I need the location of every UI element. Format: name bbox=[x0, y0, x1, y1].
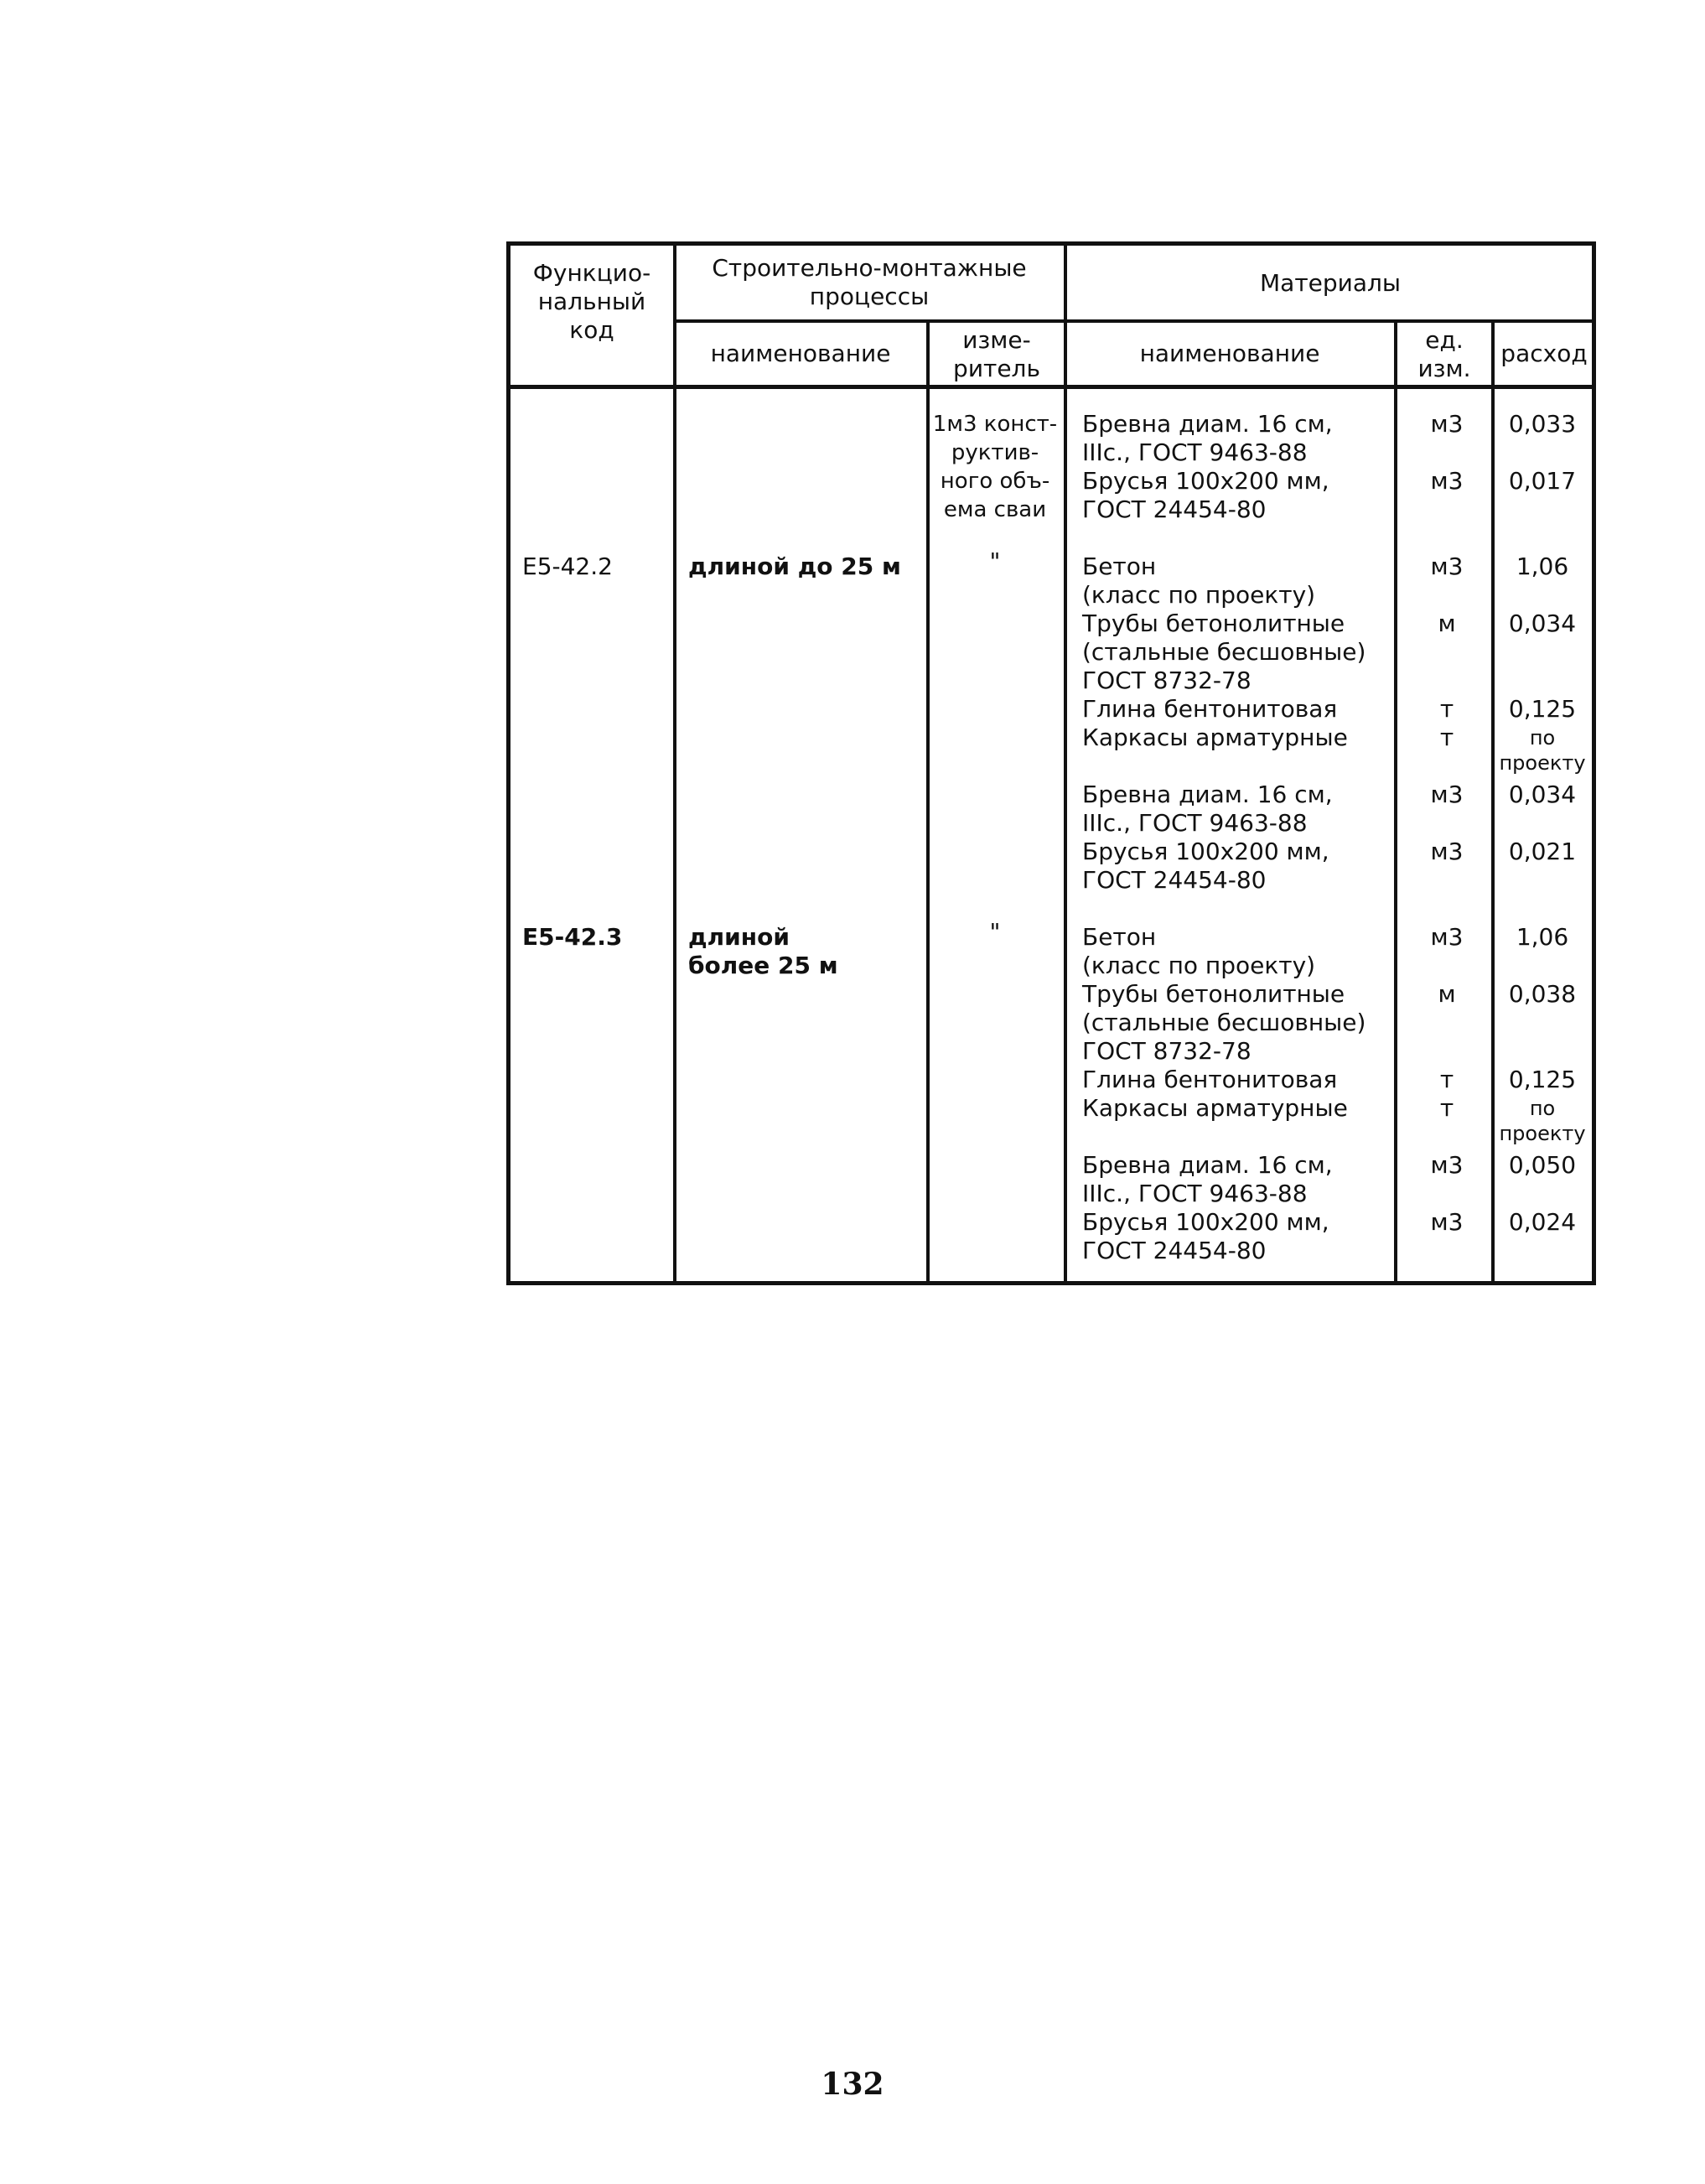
header-process-meter: изме- ритель bbox=[953, 326, 1040, 382]
rate-cell: 0,034 bbox=[1508, 610, 1577, 637]
material-cell: Брусья 100х200 мм, ГОСТ 24454-80 bbox=[1082, 467, 1329, 523]
rate-cell: 0,038 bbox=[1508, 980, 1577, 1008]
rate-cell: 0,033 bbox=[1508, 410, 1577, 438]
code-cell: Е5-42.2 bbox=[522, 552, 613, 580]
unit-cell: м bbox=[1438, 610, 1456, 637]
header-divider-mid bbox=[673, 319, 1595, 323]
rate-cell: 0,017 bbox=[1508, 467, 1577, 495]
materials-table bbox=[506, 241, 1596, 1285]
unit-cell: т bbox=[1439, 724, 1454, 751]
col-divider-meter bbox=[1064, 246, 1067, 1282]
meter-cell: 1м3 конст- руктив- ного объ- ема сваи bbox=[932, 412, 1058, 522]
header-process-name: наименование bbox=[710, 340, 891, 367]
header-unit: ед. изм. bbox=[1417, 326, 1471, 382]
material-cell: Трубы бетонолитные (стальные бесшовные) ГОСТ 8732-78 bbox=[1082, 610, 1366, 694]
material-cell: Брусья 100х200 мм, ГОСТ 24454-80 bbox=[1082, 1208, 1329, 1264]
process-cell: длиной более 25 м bbox=[688, 923, 838, 979]
meter-cell: " bbox=[989, 547, 1001, 575]
material-cell: Каркасы арматурные bbox=[1082, 1094, 1348, 1122]
unit-cell: м3 bbox=[1430, 552, 1464, 580]
unit-cell: т bbox=[1439, 1066, 1454, 1093]
material-cell: Глина бентонитовая bbox=[1082, 1066, 1338, 1093]
rate-cell: по проекту bbox=[1499, 726, 1586, 775]
rate-cell: 1,06 bbox=[1516, 923, 1569, 951]
unit-cell: м3 bbox=[1430, 923, 1464, 951]
rate-cell: 0,125 bbox=[1508, 1066, 1577, 1093]
page-number: 132 bbox=[821, 2067, 884, 2102]
rate-cell: 0,024 bbox=[1508, 1208, 1577, 1236]
material-cell: Бетон (класс по проекту) bbox=[1082, 552, 1316, 609]
col-divider-material bbox=[1394, 321, 1397, 1282]
unit-cell: м3 bbox=[1430, 781, 1464, 808]
unit-cell: м3 bbox=[1430, 1151, 1464, 1179]
material-cell: Трубы бетонолитные (стальные бесшовные) ГОСТ 8732-78 bbox=[1082, 980, 1366, 1065]
meter-cell: " bbox=[989, 918, 1001, 946]
header-materials-group: Материалы bbox=[1260, 269, 1401, 297]
unit-cell: м3 bbox=[1430, 838, 1464, 865]
header-code: Функцио- нальный код bbox=[532, 259, 651, 344]
code-cell: Е5-42.3 bbox=[522, 923, 623, 951]
unit-cell: м3 bbox=[1430, 1208, 1464, 1236]
material-cell: Каркасы арматурные bbox=[1082, 724, 1348, 751]
material-cell: Глина бентонитовая bbox=[1082, 695, 1338, 723]
col-divider-code bbox=[673, 246, 676, 1282]
header-rate: расход bbox=[1500, 340, 1588, 367]
header-process-group: Строительно-монтажные процессы bbox=[712, 254, 1027, 310]
unit-cell: т bbox=[1439, 1094, 1454, 1122]
rate-cell: 1,06 bbox=[1516, 552, 1569, 580]
material-cell: Бетон (класс по проекту) bbox=[1082, 923, 1316, 979]
header-material-name: наименование bbox=[1139, 340, 1320, 367]
unit-cell: м bbox=[1438, 980, 1456, 1008]
material-cell: Бревна диам. 16 см, IIIс., ГОСТ 9463-88 bbox=[1082, 1151, 1333, 1207]
unit-cell: м3 bbox=[1430, 467, 1464, 495]
unit-cell: м3 bbox=[1430, 410, 1464, 438]
process-cell: длиной до 25 м bbox=[688, 552, 901, 580]
unit-cell: т bbox=[1439, 695, 1454, 723]
rate-cell: по проекту bbox=[1499, 1097, 1586, 1145]
rate-cell: 0,125 bbox=[1508, 695, 1577, 723]
material-cell: Бревна диам. 16 см, IIIс., ГОСТ 9463-88 bbox=[1082, 410, 1333, 466]
rate-cell: 0,050 bbox=[1508, 1151, 1577, 1179]
rate-cell: 0,021 bbox=[1508, 838, 1577, 865]
material-cell: Бревна диам. 16 см, IIIс., ГОСТ 9463-88 bbox=[1082, 781, 1333, 837]
header-divider-bottom bbox=[510, 385, 1595, 389]
material-cell: Брусья 100х200 мм, ГОСТ 24454-80 bbox=[1082, 838, 1329, 894]
rate-cell: 0,034 bbox=[1508, 781, 1577, 808]
